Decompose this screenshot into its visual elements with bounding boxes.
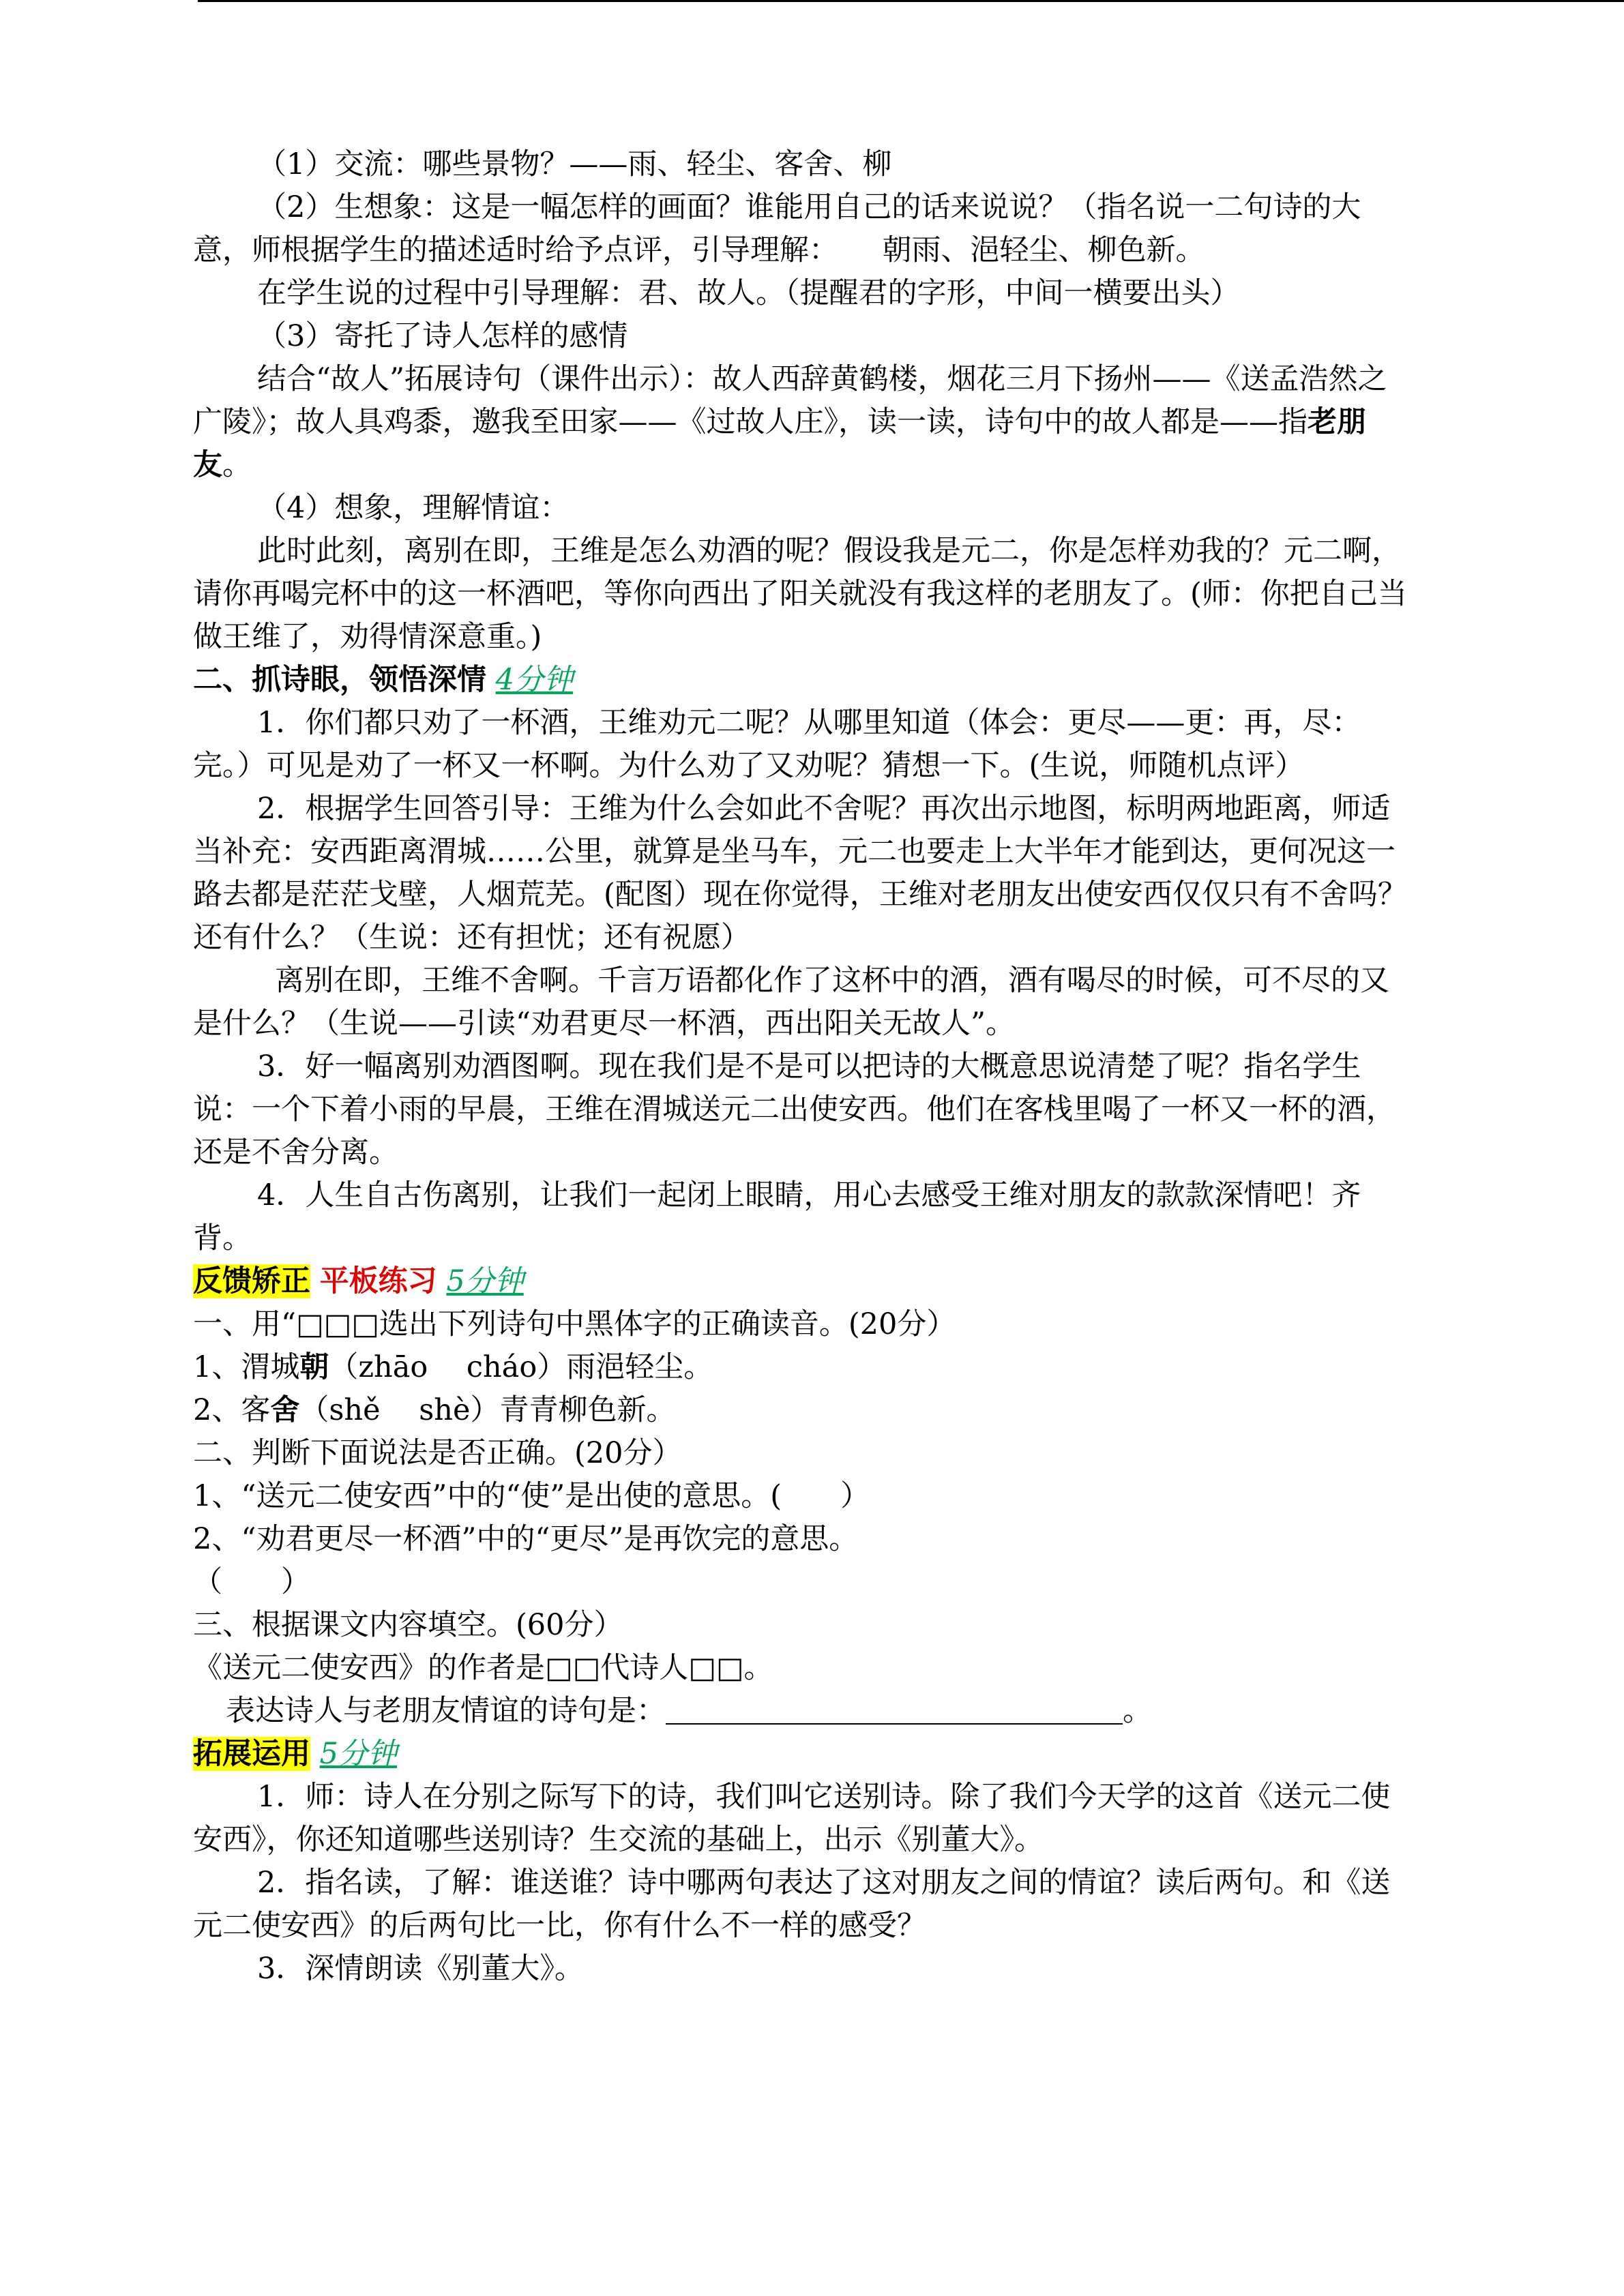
para-guren: [193, 358, 1414, 487]
feedback-heading: [193, 1260, 1414, 1303]
section-two-heading: [193, 659, 1414, 702]
item1-post: （zhāo cháo）雨浥轻尘。: [329, 1350, 713, 1384]
item3-text: 表达诗人与老朋友情谊的诗句是：: [226, 1694, 666, 1728]
para-imagine: （2）生想象：这是一幅怎样的画面？谁能用自己的话来说说？（指名说一二句诗的大意，师根据学生的描述适时给予点评，引导理解： 朝雨、浥轻尘、柳色新。: [193, 190, 1361, 267]
para-toast: 此时此刻，离别在即，王维是怎么劝酒的呢？假设我是元二，你是怎样劝我的？元二啊，请你再喝完杯中的这一杯酒吧，等你向西出了阳关就没有我这样的老朋友了。(师：你把自己当做王维了，劝得情深意重。): [193, 534, 1407, 654]
extend-para2: 2．指名读，了解：谁送谁？诗中哪两句表达了这对朋友之间的情谊？读后两句。和《送元二使安西》的后两句比一比，你有什么不一样的感受？: [193, 1866, 1391, 1943]
feedback-subtitle: 平板练习: [319, 1264, 437, 1298]
para-parting: 离别在即，王维不舍啊。千言万语都化作了这杯中的酒，酒有喝尽的时候，可不尽的又是什么？（生说——引读“劝君更尽一杯酒，西出阳关无故人”。: [193, 964, 1389, 1041]
exercise-three-item1: 《送元二使安西》的作者是□□代诗人□□。: [193, 1651, 773, 1685]
extend-time: 5分钟: [319, 1737, 398, 1771]
exercise-two-item2-paren: （ ）: [193, 1565, 310, 1599]
old-friend-bold: 老朋友: [193, 405, 1366, 482]
exercise-three-item2: [193, 1690, 1414, 1733]
extend-title: 拓展运用: [193, 1737, 310, 1771]
para-summary: 3．好一幅离别劝酒图啊。现在我们是不是可以把诗的大概意思说清楚了呢？指名学生说：一个下着小雨的早晨，王维在渭城送元二出使安西。他们在客栈里喝了一杯又一杯的酒，还是不舍分离。: [193, 1049, 1396, 1169]
exercise-one-item1: [193, 1346, 1414, 1389]
item2-post: （shě shè）青青柳色新。: [299, 1393, 676, 1427]
para-guren-text: 结合“故人”拓展诗句（课件出示）：故人西辞黄鹤楼，烟花三月下扬州——《送孟浩然之广陵》；故人具鸡黍，邀我至田家——《过故人庄》，读一读，诗句中的故人都是——指: [193, 362, 1387, 439]
para-emotion: （3）寄托了诗人怎样的感情: [257, 319, 628, 353]
exercise-one: 一、用“□□□选出下列诗句中黑体字的正确读音。(20分）: [193, 1307, 956, 1341]
exercise-two: 二、判断下面说法是否正确。(20分）: [193, 1436, 682, 1470]
para-scenery: （1）交流：哪些景物？——雨、轻尘、客舍、柳: [257, 147, 892, 181]
page-top-border: [198, 0, 1624, 2]
exercise-two-item2: 2、“劝君更尽一杯酒”中的“更尽”是再饮完的意思。: [193, 1522, 859, 1556]
para-guren-end: 。: [222, 448, 252, 482]
exercise-three: 三、根据课文内容填空。(60分）: [193, 1608, 623, 1642]
para-friendship: （4）想象，理解情谊：: [257, 491, 570, 525]
section-two-time: 4分钟: [495, 663, 574, 697]
exercise-two-item1: 1、“送元二使安西”中的“使”是出使的意思。( ）: [193, 1479, 870, 1513]
para-reluctant: 2．根据学生回答引导：王维为什么会如此不舍呢？再次出示地图，标明两地距离，师适当补充：安西距离渭城……公里，就算是坐马车，元二也要走上大半年才能到达，更何况这一路去都是茫茫戈壁，人烟荒芜。(配图）现在你觉得，王维对老朋友出使安西仅仅只有不舍吗？还有什么？（生说：还有担忧；还有祝愿）: [193, 792, 1407, 955]
para-recite: 4．人生自古伤离别，让我们一起闭上眼睛，用心去感受王维对朋友的款款深情吧！齐背。: [193, 1178, 1361, 1255]
item1-pre: 1、渭城: [193, 1350, 300, 1384]
section-two-title: 二、抓诗眼，领悟深情: [193, 663, 486, 697]
item1-bold-char: 朝: [299, 1350, 329, 1384]
para-understand-jun: 在学生说的过程中引导理解：君、故人。（提醒君的字形，中间一横要出头）: [257, 276, 1240, 310]
exercise-one-item2: [193, 1389, 1414, 1432]
document-page: [193, 143, 1414, 1991]
extend-heading: [193, 1733, 1414, 1776]
extend-para3: 3．深情朗读《别董大》。: [257, 1952, 584, 1986]
feedback-title: 反馈矫正: [193, 1264, 310, 1298]
item3-end: 。: [1123, 1694, 1152, 1728]
item2-pre: 2、客: [193, 1393, 271, 1427]
extend-para1: 1．师：诗人在分别之际写下的诗，我们叫它送别诗。除了我们今天学的这首《送元二使安西》，你还知道哪些送别诗？生交流的基础上，出示《别董大》。: [193, 1780, 1391, 1857]
fill-blank-line[interactable]: [666, 1693, 1123, 1725]
feedback-time: 5分钟: [446, 1264, 524, 1298]
para-persuade: 1．你们都只劝了一杯酒，王维劝元二呢？从哪里知道（体会：更尽——更：再，尽：完。）可见是劝了一杯又一杯啊。为什么劝了又劝呢？猜想一下。(生说，师随机点评）: [193, 706, 1361, 783]
item2-bold-char: 舍: [270, 1393, 300, 1427]
